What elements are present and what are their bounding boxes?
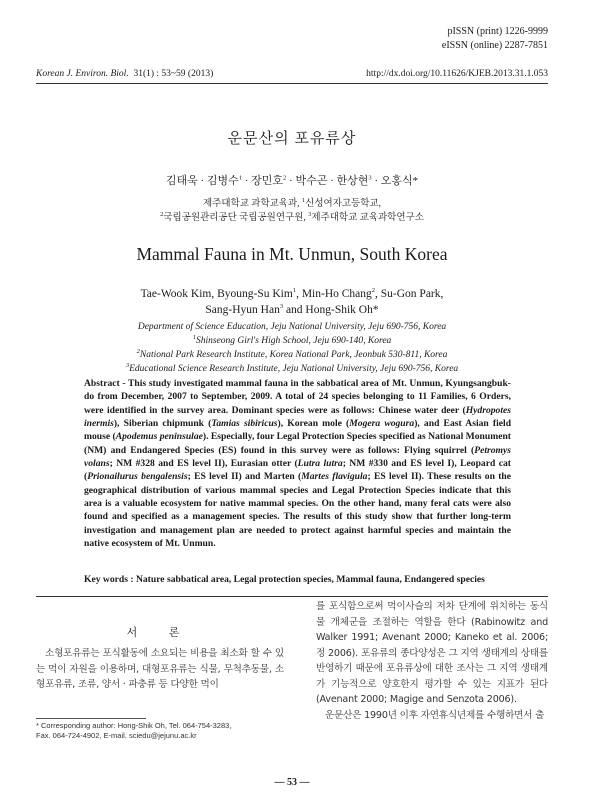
journal-citation (36, 69, 213, 79)
right-column (316, 599, 548, 723)
english-authors-line-2: Sang-Hyun Han$^3$ and Hong-Shik Oh* (205, 303, 379, 316)
header-rule (36, 83, 548, 84)
korean-affiliation-1: 제주대학교 과학교육과, $^1$신성여자고등학교, (203, 196, 381, 209)
english-affiliations (36, 320, 548, 376)
korean-authors: 김태욱 · 김병수$^1$ · 장민호$^2$ · 박수곤 · 한상현$^3$ · 오홍식* (165, 174, 419, 187)
section-title: 서 론 (126, 626, 194, 639)
pissn-line: pISSN (print) 1226-9999 (447, 26, 548, 37)
keywords: Key words : Nature sabbatical area, Legal protection species, Mammal fauna, Endangered species (84, 574, 485, 585)
left-column-text: 소형포유류는 포식활동에 소요되는 비용을 최소화 할 수 있는 먹이 자원을 이용하며, 대형포유류는 식물, 무척추동물, 소형포유류, 조류, 양서 · 파충류 등 다양한 먹이 (36, 648, 284, 690)
journal-volume: 31(1) : 53~59 (2013) (133, 69, 214, 79)
eissn-line: eISSN (online) 2287-7851 (441, 40, 548, 51)
footnote-rule (36, 718, 146, 719)
english-affiliation: $^2$National Park Research Institute, Korea National Park, Jeonbuk 530-811, Korea (136, 347, 448, 360)
english-affiliation: $^3$Educational Science Research Institute, Jeju National University, Jeju 690-756, Korea (125, 361, 459, 374)
right-column-paragraph: 운문산은 1990년 이후 자연휴식년제를 수행하면서 출 (325, 709, 545, 721)
journal-name: Korean J. Environ. Biol. (36, 69, 129, 79)
abstract-rule (36, 596, 548, 597)
abstract: Abstract - This study investigated mammal fauna in the sabbatical area of Mt. Unmun, Kyungsangbuk-do from December, 2007 to September, 2009. A total of 24 species belonging to 11 Families, 6 Orders, were identified in the survey area. Dominant species were as follows: Chinese water deer (Hydropotes inermis), Siberian chipmunk (Tamias sibiricus), Korean mole (Mogera wogura), and East Asian field mouse (Apodemus peninsulae). Especially, four Legal Protection Species specified as National Monument (NM) and Endangered Species (ES) found in this survey were as follows: Flying squirrel (Petromys volans; NM #328 and ES level II), Eurasian otter (Lutra lutra; NM #330 and ES level I), Leopard cat (Prionailurus bengalensis; ES level II) and Marten (Martes flavigula; ES level II). These results on the geographical distribution of various mammal species and Legal Protection Species indicate that this area is a valuable ecosystem for native mammal species. On the other hand, many feral cats were also found and specified as a management species. The results of this study show that further long-term investigation and management plan are needed to protect against harmful species and maintain the native ecosystem of Mt. Unmun. (84, 378, 512, 550)
footnote-line[interactable]: Fax. 064-724-4902, E-mail. sciedu@jejunu.ac.kr (36, 731, 197, 740)
journal-header (36, 69, 548, 79)
doi-link[interactable]: http://dx.doi.org/10.11626/KJEB.2013.31.1.053 (366, 69, 548, 79)
korean-affiliation-2: $^2$국립공원관리공단 국립공원연구원, $^3$제주대학교 교육과학연구소 (160, 210, 424, 223)
footnote (36, 721, 231, 741)
english-affiliation: $^1$Shinseong Girl's High School, Jeju 690-140, Korea (192, 333, 392, 346)
right-column-paragraph: 를 포식함으로써 먹이사슬의 저차 단계에 위치하는 동식물 개체군을 조절하는 역할을 한다 (Rabinowitz and Walker 1991; Avenant 2000; Kaneko et al. 2006; 정 2006). 포유류의 종다양성은 그 지역 생태계의 상태를 반영하기 때문에 포유류상에 대한 조사는 그 지역 생태계가 기능적으로 양호한지 평가할 수 있는 지표가 된다 (Avenant 2000; Magige and Senzota 2006). (316, 601, 548, 705)
korean-title: 운문산의 포유류상 (227, 131, 357, 147)
english-title: Mammal Fauna in Mt. Unmun, South Korea (136, 244, 448, 264)
footnote-line: * Corresponding author: Hong-Shik Oh, Tel. 064-754-3283, (36, 721, 232, 730)
english-authors-line-1: Tae-Wook Kim, Byoung-Su Kim$^1$, Min-Ho Chang$^2$, Su-Gon Park, (140, 287, 444, 300)
page-number: — 53 — (274, 777, 310, 788)
english-affiliation: Department of Science Education, Jeju National University, Jeju 690-756, Korea (137, 322, 447, 332)
